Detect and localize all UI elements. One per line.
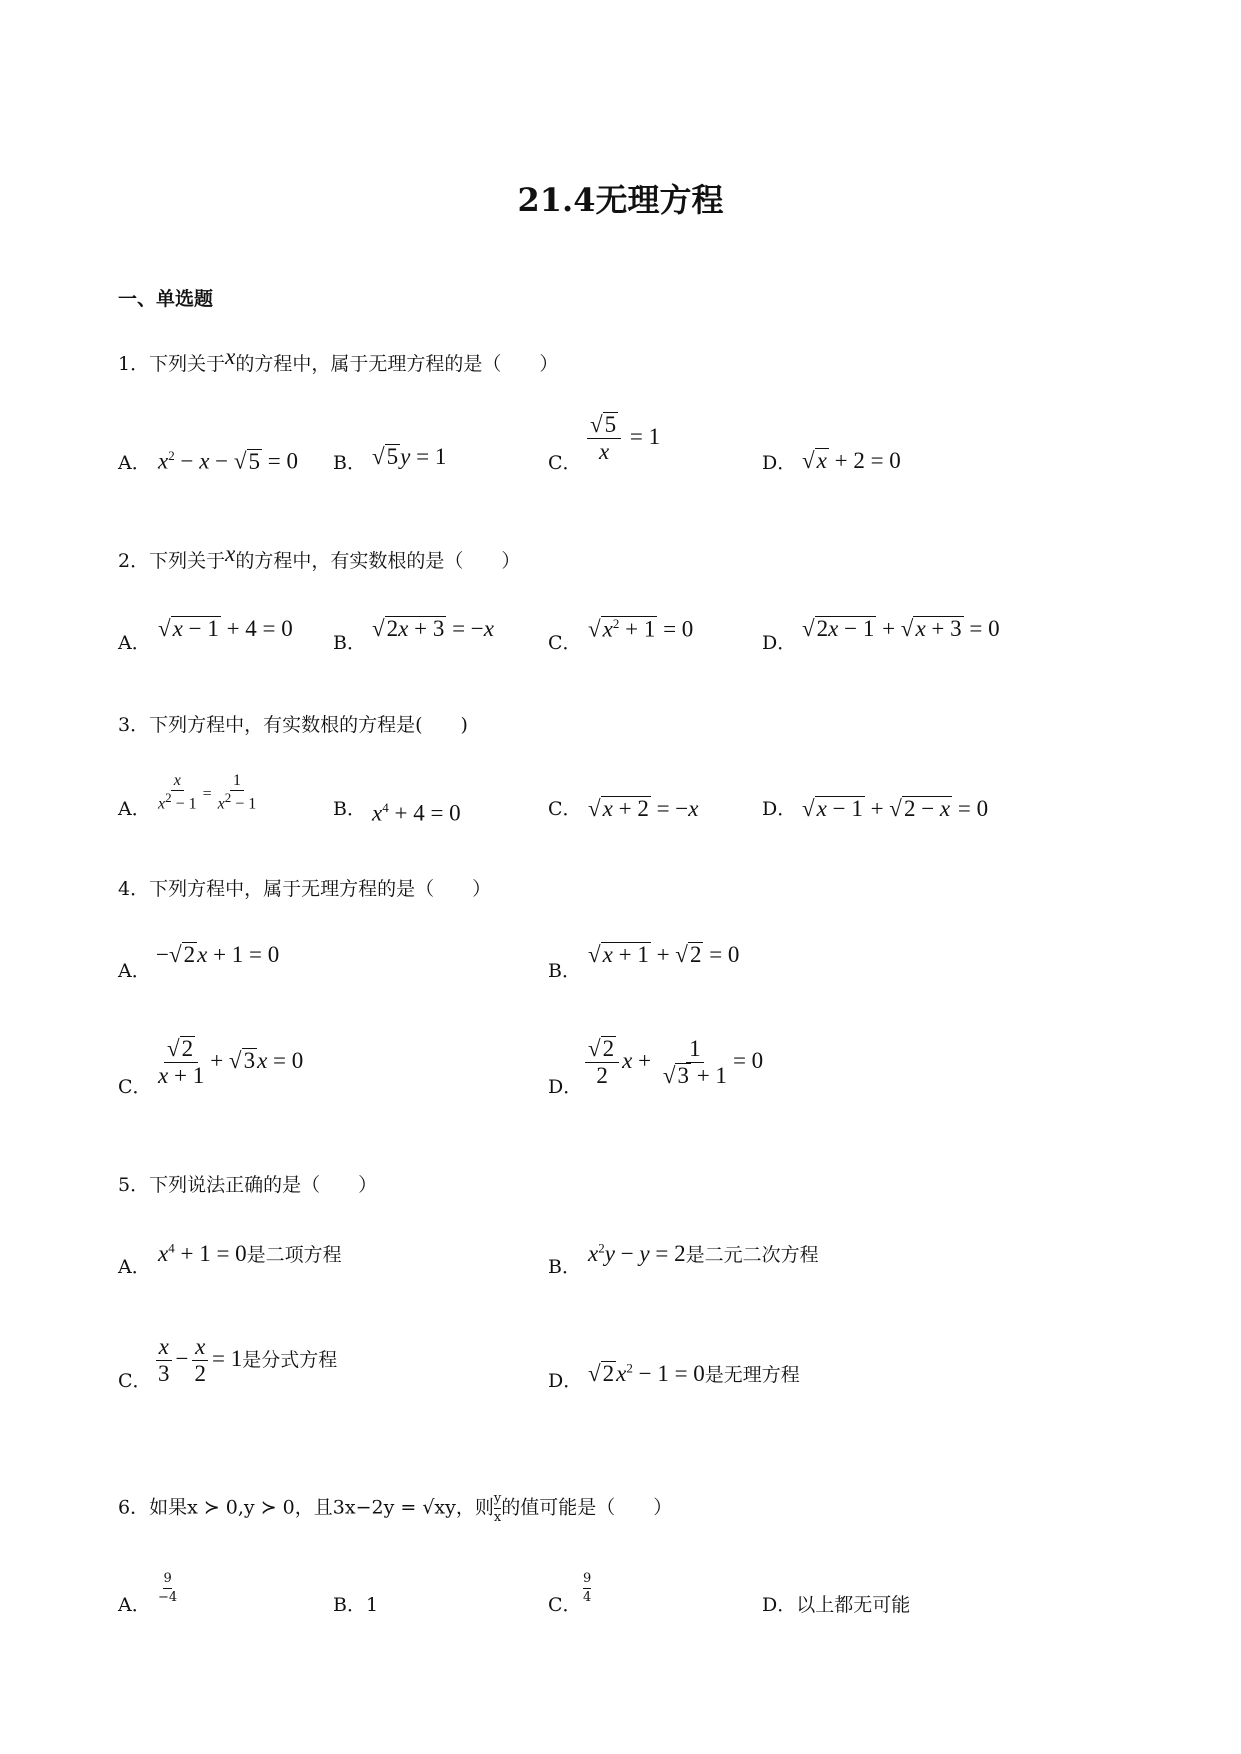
q6-option-a-math: $\frac{9}{-4}$	[158, 1571, 178, 1606]
q2-option-b-math: √2x + 3 = −x	[372, 616, 494, 641]
q5-option-c-text: 是分式方程	[242, 1349, 338, 1372]
q1-option-d-math: √x + 2 = 0	[802, 448, 901, 473]
q2-option-b-label: B．	[333, 632, 366, 654]
q4-option-c-math: $\frac{√2}{x + 1}$ + √3x = 0	[158, 1036, 304, 1089]
question-3-stem: 3．下列方程中，有实数根的方程是( )	[118, 714, 468, 736]
q5-option-d-label: D．	[548, 1370, 583, 1392]
q6-fraction: $\frac{y}{x}$	[493, 1491, 502, 1526]
q5-option-b-math: $x^2y - y = 2$	[588, 1240, 686, 1266]
q1-option-a-label: A．	[118, 452, 151, 474]
q6-option-c-math: $\frac{9}{4}$	[583, 1571, 592, 1606]
q5-option-c-label: C．	[118, 1370, 152, 1392]
q6-option-b-label: B．1	[333, 1594, 379, 1616]
q6-option-b-math: 1	[365, 1594, 379, 1616]
q2-option-a-math: √x − 1 + 4 = 0	[158, 616, 293, 641]
q4-option-c-label: C．	[118, 1076, 152, 1098]
q3-option-c-math: √x + 2 = −x	[588, 796, 699, 821]
q1-option-d-label: D．	[762, 452, 797, 474]
q1-option-b-math: √5y = 1	[372, 444, 447, 469]
q6-option-d-text: 以上都无可能	[796, 1594, 911, 1616]
q4-option-b-math: √x + 1 + √2 = 0	[588, 942, 740, 967]
q5-option-a-label: A．	[118, 1256, 151, 1278]
q4-option-a-label: A．	[118, 960, 151, 982]
q3-option-c-label: C．	[548, 798, 582, 820]
q1-option-c-label: C．	[548, 452, 582, 474]
q3-option-d-label: D．	[762, 798, 797, 820]
q5-option-b-text: 是二元二次方程	[685, 1244, 819, 1266]
q1-option-c-math: $\frac{√5}{x}$ = 1	[584, 412, 660, 466]
q2-option-c-label: C．	[548, 632, 582, 654]
q2-option-a-label: A．	[118, 632, 151, 654]
q3-option-a-label: A．	[118, 798, 151, 820]
q5-option-c-math: $\frac{x}{3}$ − $\frac{x}{2}$ = 1	[152, 1346, 242, 1371]
q5-option-d	[588, 1360, 800, 1387]
question-5-stem: 5．下列说法正确的是（ ）	[118, 1174, 378, 1196]
q3-option-b-math: $x^4 + 4 = 0$	[372, 800, 461, 826]
q6-option-d: D．以上都无可能	[762, 1594, 911, 1616]
q5-option-d-text: 是无理方程	[704, 1364, 800, 1386]
q4-option-a-math: −√2x + 1 = 0	[156, 942, 280, 967]
q2-option-d-label: D．	[762, 632, 797, 654]
q4-option-d-math: $\frac{√2}{2}$ x + $\frac{1}{√3 + 1}$ = 0	[582, 1036, 763, 1090]
q2-option-d-math: √2x − 1 + √x + 3 = 0	[802, 616, 1000, 641]
q1-option-b-label: B．	[333, 452, 366, 474]
question-2-stem: 2．下列关于x的方程中，有实数根的是（ ）	[118, 541, 521, 572]
q1-option-a-math: $x^2 - x - √5 = 0$	[158, 448, 299, 474]
section-heading: 一、单选题	[118, 288, 214, 310]
question-6-stem: 6．如果x ≻ 0,y ≻ 0，且3x−2y = √xy，则 $\frac{y}{x}$ 的值可能是（ ）	[118, 1490, 672, 1527]
q5-option-c	[152, 1334, 337, 1388]
q3-option-a-math: $\frac{x}{x^2 - 1}$ = $\frac{1}{x^2 - 1}$	[158, 772, 257, 813]
q5-option-a-math: $x^4 + 1 = 0$	[158, 1240, 247, 1266]
q6-option-a-label: A．	[118, 1594, 151, 1616]
q3-option-b-label: B．	[333, 798, 366, 820]
question-1-stem: 1．下列关于x的方程中，属于无理方程的是（ ）	[118, 344, 559, 375]
q4-option-b-label: B．	[548, 960, 581, 982]
q6-option-c-label: C．	[548, 1594, 582, 1616]
q5-option-b-label: B．	[548, 1256, 581, 1278]
q5-option-b	[588, 1240, 819, 1267]
q3-option-d-math: √x − 1 + √2 − x = 0	[802, 796, 989, 821]
q5-option-d-math: $√2x^2 - 1 = 0$	[588, 1360, 705, 1386]
question-4-stem: 4．下列方程中，属于无理方程的是（ ）	[118, 878, 492, 900]
page-title: 21.4无理方程	[517, 181, 724, 219]
q5-option-a-text: 是二项方程	[246, 1244, 342, 1266]
q4-option-d-label: D．	[548, 1076, 583, 1098]
q5-option-a	[158, 1240, 342, 1267]
q2-option-c-math: $√x^2 + 1 = 0$	[588, 616, 694, 642]
